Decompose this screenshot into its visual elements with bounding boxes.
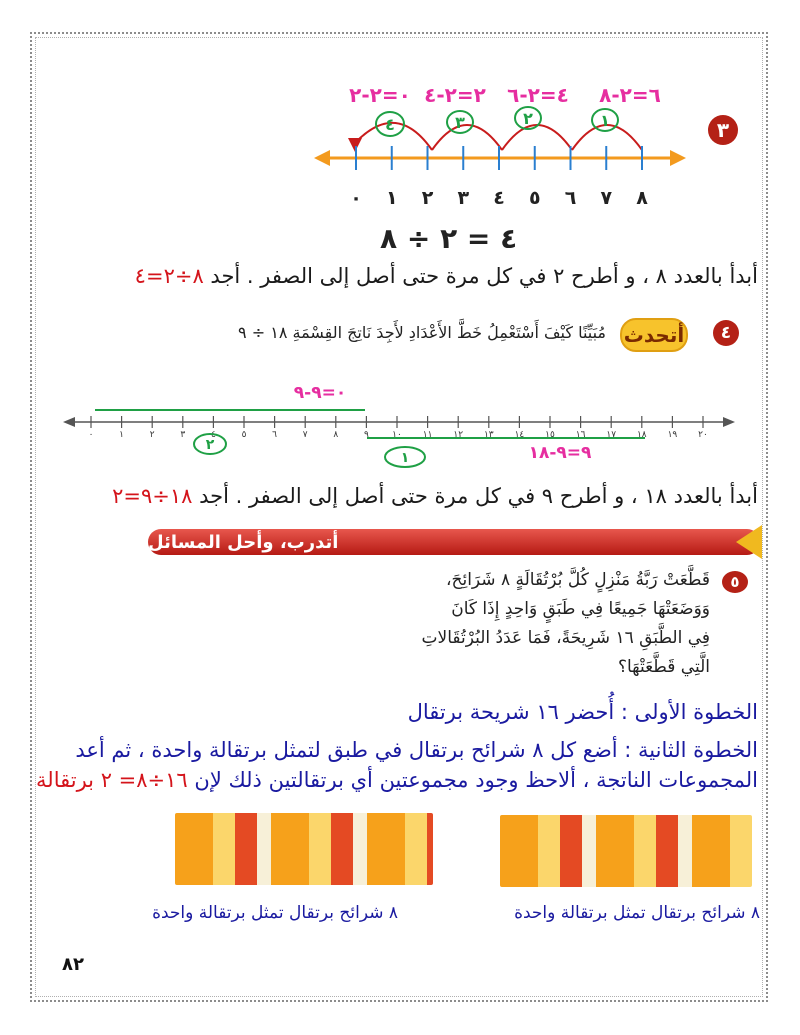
q4-tick-label-11: ١١ bbox=[422, 430, 433, 440]
q3-tick-label-7: ٧ bbox=[600, 187, 613, 209]
q4-tick-label-6: ٦ bbox=[272, 430, 278, 440]
q4-tick-label-7: ٧ bbox=[302, 430, 308, 440]
q4-tick-label-12: ١٢ bbox=[453, 430, 464, 440]
q4-tick-label-2: ٢ bbox=[149, 430, 155, 440]
question-5-number: ٥ bbox=[730, 573, 740, 591]
question-4-number: ٤ bbox=[720, 323, 732, 343]
q5-step-2-line-1: الخطوة الثانية : أضع كل ٨ شرائح برتقال في طبق لتمثل برتقالة واحدة ، ثم أعد bbox=[75, 738, 758, 762]
jump-eq-3: ٤=٢-٦ bbox=[507, 83, 569, 107]
q3-tick-label-1: ١ bbox=[385, 187, 398, 209]
q5-line-3: فِي الطَّبَقِ ١٦ شَرِيحَةً، فَمَا عَدَدُ البُرْتُقَالاتِ bbox=[421, 628, 710, 648]
q5-step-1: الخطوة الأولى : أُحضر ١٦ شريحة برتقال bbox=[407, 700, 758, 724]
number-line-q4 bbox=[55, 380, 745, 470]
q4-explanation bbox=[112, 484, 758, 508]
q3-equation: ٤ = ٢ ÷ ٨ bbox=[380, 222, 518, 255]
q4-tick-label-13: ١٣ bbox=[483, 430, 494, 440]
q4-prompt: مُبَيِّنًا كَيْفَ أَسْتَعْمِلُ خَطَّ الأَعْدَادِ لأَجِدَ نَاتِجَ القِسْمَةِ ١٨ ÷ ٩ bbox=[238, 323, 606, 342]
caption-right: ٨ شرائح برتقال تمثل برتقالة واحدة bbox=[514, 903, 760, 923]
question-3-badge bbox=[708, 115, 738, 145]
axis-arrow-left bbox=[314, 150, 330, 166]
q4-tick-label-8: ٨ bbox=[333, 430, 339, 440]
q4-tick-label-1: ١ bbox=[119, 430, 125, 440]
q3-tick-label-5: ٥ bbox=[528, 187, 541, 209]
section-banner-title: أتدرب، وأحل المسائل bbox=[148, 531, 339, 553]
q5-step-2-line-2 bbox=[36, 768, 758, 792]
q4-explain-text: أبدأ بالعدد ١٨ ، و أطرح ٩ في كل مرة حتى أصل إلى الصفر . أجد bbox=[199, 484, 758, 508]
q5-line-1: قَطَّعَتْ رَبَّةُ مَنْزِلٍ كُلَّ بُرْتُقَالَةٍ ٨ شَرَائِحَ، bbox=[446, 570, 710, 590]
speak-bubble bbox=[620, 318, 688, 352]
caption-left: ٨ شرائح برتقال تمثل برتقالة واحدة bbox=[152, 903, 398, 923]
q5-line-4: الَّتِي قَطَّعَتْهَا؟ bbox=[617, 657, 710, 677]
q4-tick-label-9: ٩ bbox=[363, 430, 369, 440]
question-3-number: ٣ bbox=[716, 118, 730, 142]
q3-explanation bbox=[135, 264, 758, 288]
q3-tick-label-8: ٨ bbox=[636, 187, 648, 209]
q3-tick-label-0: ٠ bbox=[350, 187, 362, 209]
q4-circle-2-label: ٢ bbox=[205, 437, 215, 453]
jump-circle-label-4: ٤ bbox=[385, 115, 395, 134]
section-banner bbox=[148, 529, 760, 555]
q4-tick-label-16: ١٦ bbox=[575, 430, 586, 440]
q4-tick-label-20: ٢٠ bbox=[698, 430, 708, 440]
jump-circle-label-3: ٣ bbox=[455, 113, 465, 132]
q4-tick-label-15: ١٥ bbox=[545, 430, 555, 440]
orange-slices-image-right bbox=[500, 815, 752, 887]
q4-tick-label-5: ٥ bbox=[241, 430, 247, 440]
page-number: ٨٢ bbox=[62, 954, 84, 975]
q5-line-2: وَوَضَعَتْهَا جَمِيعًا فِي طَبَقٍ وَاحِدٍ إِذَا كَانَ bbox=[451, 599, 710, 619]
q4-tick-label-18: ١٨ bbox=[636, 430, 647, 440]
q3-explain-text: أبدأ بالعدد ٨ ، و أطرح ٢ في كل مرة حتى أصل إلى الصفر . أجد bbox=[210, 264, 758, 288]
q4-explain-result: ١٨÷٩=٢ bbox=[112, 484, 193, 508]
jump-circle-label-1: ١ bbox=[600, 111, 610, 130]
jump-eq-4: ٦=٢-٨ bbox=[599, 83, 661, 107]
q3-tick-label-4: ٤ bbox=[493, 187, 505, 209]
axis-arrow-right bbox=[670, 150, 686, 166]
q5-step-2-text: المجموعات الناتجة ، ألاحظ وجود مجموعتين أي برتقالتين ذلك لإن bbox=[194, 768, 758, 792]
q4-top-equation: ٠=٩-٩ bbox=[293, 383, 347, 403]
q3-tick-label-6: ٦ bbox=[564, 187, 577, 209]
jump-circle-label-2: ٢ bbox=[523, 109, 533, 128]
q5-step-2-result: ١٦÷٨= ٢ برتقالة bbox=[36, 768, 188, 792]
speak-bubble-label: أتحدث bbox=[623, 323, 685, 347]
q4-tick-label-3: ٣ bbox=[180, 430, 186, 440]
jump-eq-2: ٢=٢-٤ bbox=[424, 83, 486, 107]
q4-tick-label-4: ٤ bbox=[210, 430, 216, 440]
question-5-badge bbox=[722, 571, 748, 593]
q4-axis-arrow-right bbox=[723, 417, 735, 427]
q4-tick-label-0: ٠ bbox=[88, 430, 94, 440]
orange-slices-image-left bbox=[175, 813, 433, 885]
banner-arrow-icon bbox=[736, 525, 762, 559]
jump-eq-1: ٠=٢-٢ bbox=[349, 83, 411, 107]
q4-bottom-equation: ٩=٩-١٨ bbox=[528, 443, 592, 463]
q4-tick-label-19: ١٩ bbox=[667, 430, 678, 440]
q5-problem bbox=[330, 566, 710, 682]
q3-tick-label-2: ٢ bbox=[421, 187, 434, 209]
q3-explain-result: ٨÷٢=٤ bbox=[134, 264, 204, 288]
q4-tick-label-17: ١٧ bbox=[606, 430, 617, 440]
question-4-badge bbox=[713, 320, 739, 346]
q3-tick-label-3: ٣ bbox=[457, 187, 470, 209]
q4-tick-label-14: ١٤ bbox=[514, 430, 525, 440]
q4-circle-1-label: ١ bbox=[400, 450, 410, 466]
q4-axis-arrow-left bbox=[63, 417, 75, 427]
q4-tick-label-10: ١٠ bbox=[392, 430, 402, 440]
number-line-q3 bbox=[300, 80, 700, 210]
jump-arc-3 bbox=[432, 125, 502, 150]
jump-arc-2 bbox=[502, 125, 572, 150]
